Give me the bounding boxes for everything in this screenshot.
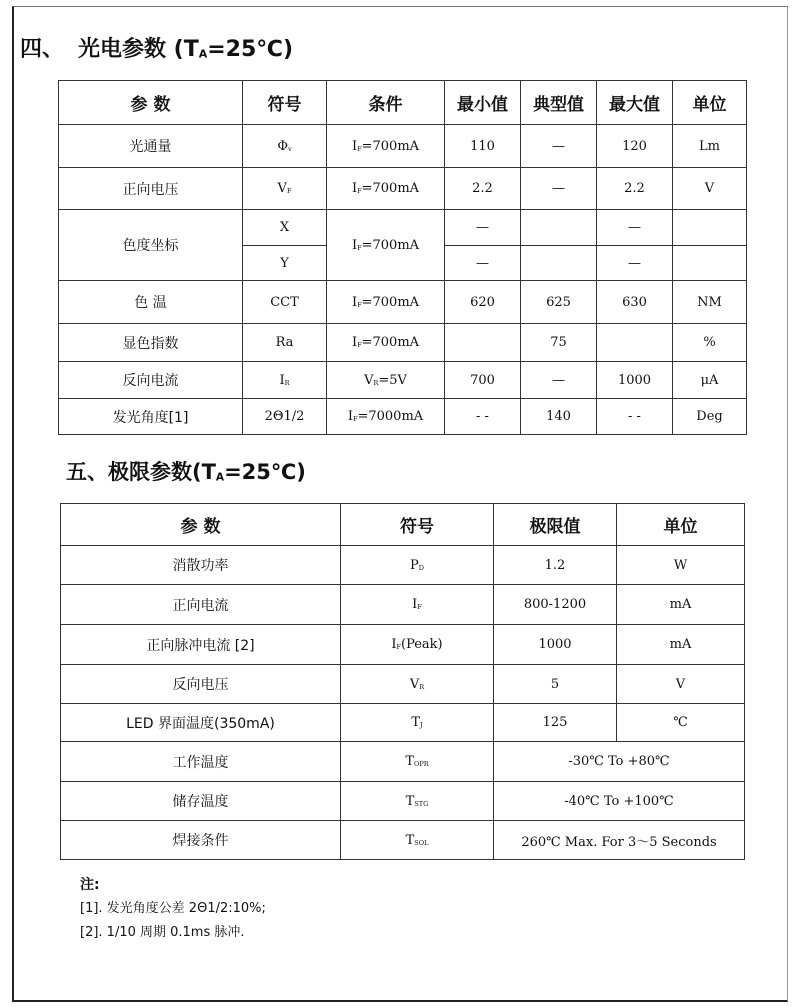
symbol-cell: 2Θ1/2 [243, 399, 327, 435]
symbol-tail: (Peak) [401, 637, 443, 652]
header-unit: 单位 [617, 504, 745, 546]
max-cell: — [597, 246, 673, 281]
table-row [61, 782, 745, 821]
value-cell: 800-1200 [494, 585, 617, 625]
max-cell: — [597, 210, 673, 246]
section1-title-tail: =25℃) [207, 37, 293, 62]
min-cell: — [445, 246, 521, 281]
param-cell: 消散功率 [61, 546, 341, 585]
cond-main: I [351, 294, 358, 310]
condition-cell [327, 281, 445, 324]
symbol-cell [341, 742, 494, 782]
condition-cell [327, 399, 445, 435]
header-symbol: 符号 [341, 504, 494, 546]
table-header-row [59, 81, 747, 125]
symbol-cell [341, 821, 494, 860]
cond-tail: =7000mA [357, 409, 424, 424]
cond-main: I [351, 237, 358, 253]
typ-cell: 140 [521, 399, 597, 435]
symbol-cell: X [243, 210, 327, 246]
notes [80, 873, 266, 945]
symbol-cell [341, 625, 494, 665]
symbol-cell [341, 585, 494, 625]
table-row [59, 168, 747, 210]
cond-main: V [364, 372, 374, 388]
max-cell: - - [597, 399, 673, 435]
max-cell: 1000 [597, 362, 673, 399]
symbol-main: P [410, 557, 419, 573]
table-row [61, 742, 745, 782]
typ-cell: — [521, 125, 597, 168]
cond-tail: =700mA [361, 237, 420, 253]
typ-cell [521, 210, 597, 246]
cond-tail: =5V [378, 372, 407, 388]
cond-tail: =700mA [361, 138, 420, 154]
min-cell: - - [445, 399, 521, 435]
symbol-cell [243, 168, 327, 210]
symbol-cell: Y [243, 246, 327, 281]
symbol-sub: J [420, 720, 423, 729]
table-header-row [61, 504, 745, 546]
param-cell: 储存温度 [61, 782, 341, 821]
value-cell: -40℃ To +100℃ [494, 782, 745, 821]
symbol-sub: v [287, 144, 292, 153]
value-cell: 125 [494, 704, 617, 742]
symbol-cell [243, 362, 327, 399]
symbol-sub: D [418, 563, 424, 572]
unit-cell: Lm [673, 125, 747, 168]
symbol-cell: CCT [243, 281, 327, 324]
optical-params-table [58, 80, 747, 435]
table-row [61, 585, 745, 625]
symbol-main: T [411, 715, 421, 730]
unit-cell: ℃ [617, 704, 745, 742]
min-cell: 2.2 [445, 168, 521, 210]
param-cell: 反向电流 [59, 362, 243, 399]
symbol-cell: Ra [243, 324, 327, 362]
header-param: 参 数 [59, 81, 243, 125]
cond-sub: F [352, 414, 358, 423]
header-max: 最大值 [597, 81, 673, 125]
param-cell: 显色指数 [59, 324, 243, 362]
unit-cell: Deg [673, 399, 747, 435]
condition-cell [327, 125, 445, 168]
min-cell: 110 [445, 125, 521, 168]
table-row [59, 210, 747, 246]
table-row [59, 281, 747, 324]
cond-main: I [347, 409, 353, 424]
section1-number: 四、 [20, 37, 65, 62]
unit-cell [673, 246, 747, 281]
symbol-cell [341, 782, 494, 821]
note-item: [2]. 1/10 周期 0.1ms 脉冲. [80, 925, 245, 940]
value-cell: 1.2 [494, 546, 617, 585]
header-limit: 极限值 [494, 504, 617, 546]
cond-main: I [351, 138, 358, 154]
symbol-main: T [405, 754, 415, 769]
symbol-main: V [409, 676, 420, 692]
symbol-main: I [412, 597, 418, 612]
header-unit: 单位 [673, 81, 747, 125]
symbol-sub: STG [414, 799, 429, 808]
condition-cell [327, 324, 445, 362]
header-condition: 条件 [327, 81, 445, 125]
condition-cell [327, 210, 445, 281]
condition-cell [327, 362, 445, 399]
param-cell: 正向脉冲电流 [2] [61, 625, 341, 665]
header-typ: 典型值 [521, 81, 597, 125]
table-row [59, 399, 747, 435]
section2-heading [66, 456, 306, 486]
symbol-main: Φ [277, 138, 288, 154]
param-cell: 焊接条件 [61, 821, 341, 860]
symbol-cell [243, 125, 327, 168]
value-cell: 260℃ Max. For 3～5 Seconds [494, 821, 745, 860]
cond-tail: =700mA [361, 335, 420, 350]
cond-sub: F [357, 243, 362, 252]
param-cell: 色 温 [59, 281, 243, 324]
symbol-cell [341, 704, 494, 742]
symbol-sub: SOL [414, 838, 429, 847]
section1-heading [20, 32, 293, 63]
max-cell: 630 [597, 281, 673, 324]
param-cell: 工作温度 [61, 742, 341, 782]
section2-title-tail: =25℃) [224, 460, 306, 484]
symbol-sub: F [417, 602, 422, 611]
cond-sub: F [357, 186, 362, 195]
param-cell: 发光角度[1] [59, 399, 243, 435]
param-cell: 正向电压 [59, 168, 243, 210]
cond-main: I [351, 181, 358, 196]
table-row [61, 625, 745, 665]
min-cell [445, 324, 521, 362]
table-row [59, 125, 747, 168]
param-cell: 光通量 [59, 125, 243, 168]
typ-cell: — [521, 362, 597, 399]
param-cell: 正向电流 [61, 585, 341, 625]
symbol-sub: OPR [414, 759, 429, 768]
param-cell: LED 界面温度(350mA) [61, 704, 341, 742]
header-min: 最小值 [445, 81, 521, 125]
cond-tail: =700mA [361, 181, 420, 196]
symbol-sub: F [396, 642, 401, 651]
typ-cell: — [521, 168, 597, 210]
typ-cell: 75 [521, 324, 597, 362]
table-row [61, 546, 745, 585]
header-symbol: 符号 [243, 81, 327, 125]
cond-tail: =700mA [361, 294, 420, 310]
unit-cell: V [617, 665, 745, 704]
table-row [61, 665, 745, 704]
cond-sub: F [357, 340, 362, 349]
section2-title-sub: A [215, 471, 225, 484]
table-row [61, 704, 745, 742]
section1-title: 光电参数 (T [78, 37, 199, 62]
section2-title: 五、极限参数(T [66, 460, 216, 484]
symbol-sub: R [419, 682, 425, 691]
min-cell: 620 [445, 281, 521, 324]
cond-sub: F [357, 144, 362, 153]
param-cell: 色度坐标 [59, 210, 243, 281]
cond-sub: R [373, 378, 379, 387]
param-cell: 反向电压 [61, 665, 341, 704]
cond-sub: F [357, 300, 362, 309]
max-cell: 2.2 [597, 168, 673, 210]
unit-cell: NM [673, 281, 747, 324]
typ-cell: 625 [521, 281, 597, 324]
section1-title-sub: A [198, 47, 208, 61]
symbol-sub: F [286, 186, 292, 195]
symbol-cell [341, 546, 494, 585]
table-row [61, 821, 745, 860]
unit-cell: % [673, 324, 747, 362]
max-cell: 120 [597, 125, 673, 168]
min-cell: — [445, 210, 521, 246]
symbol-main: T [405, 832, 415, 848]
value-cell: 1000 [494, 625, 617, 665]
notes-title: 注: [80, 877, 100, 893]
symbol-main: T [405, 793, 415, 809]
unit-cell [673, 210, 747, 246]
cond-main: I [351, 335, 358, 350]
table-row [59, 362, 747, 399]
unit-cell: mA [617, 625, 745, 665]
unit-cell: μA [673, 362, 747, 399]
symbol-sub: R [284, 378, 290, 387]
typ-cell [521, 246, 597, 281]
note-item: [1]. 发光角度公差 2Θ1/2:10%; [80, 901, 266, 916]
max-cell [597, 324, 673, 362]
symbol-main: V [277, 181, 287, 196]
unit-cell: mA [617, 585, 745, 625]
symbol-main: I [279, 372, 285, 388]
unit-cell: V [673, 168, 747, 210]
header-param: 参 数 [61, 504, 341, 546]
limit-params-table [60, 503, 745, 860]
value-cell: 5 [494, 665, 617, 704]
symbol-main: I [391, 637, 397, 652]
unit-cell: W [617, 546, 745, 585]
min-cell: 700 [445, 362, 521, 399]
value-cell: -30℃ To +80℃ [494, 742, 745, 782]
symbol-cell [341, 665, 494, 704]
table-row [59, 324, 747, 362]
condition-cell [327, 168, 445, 210]
